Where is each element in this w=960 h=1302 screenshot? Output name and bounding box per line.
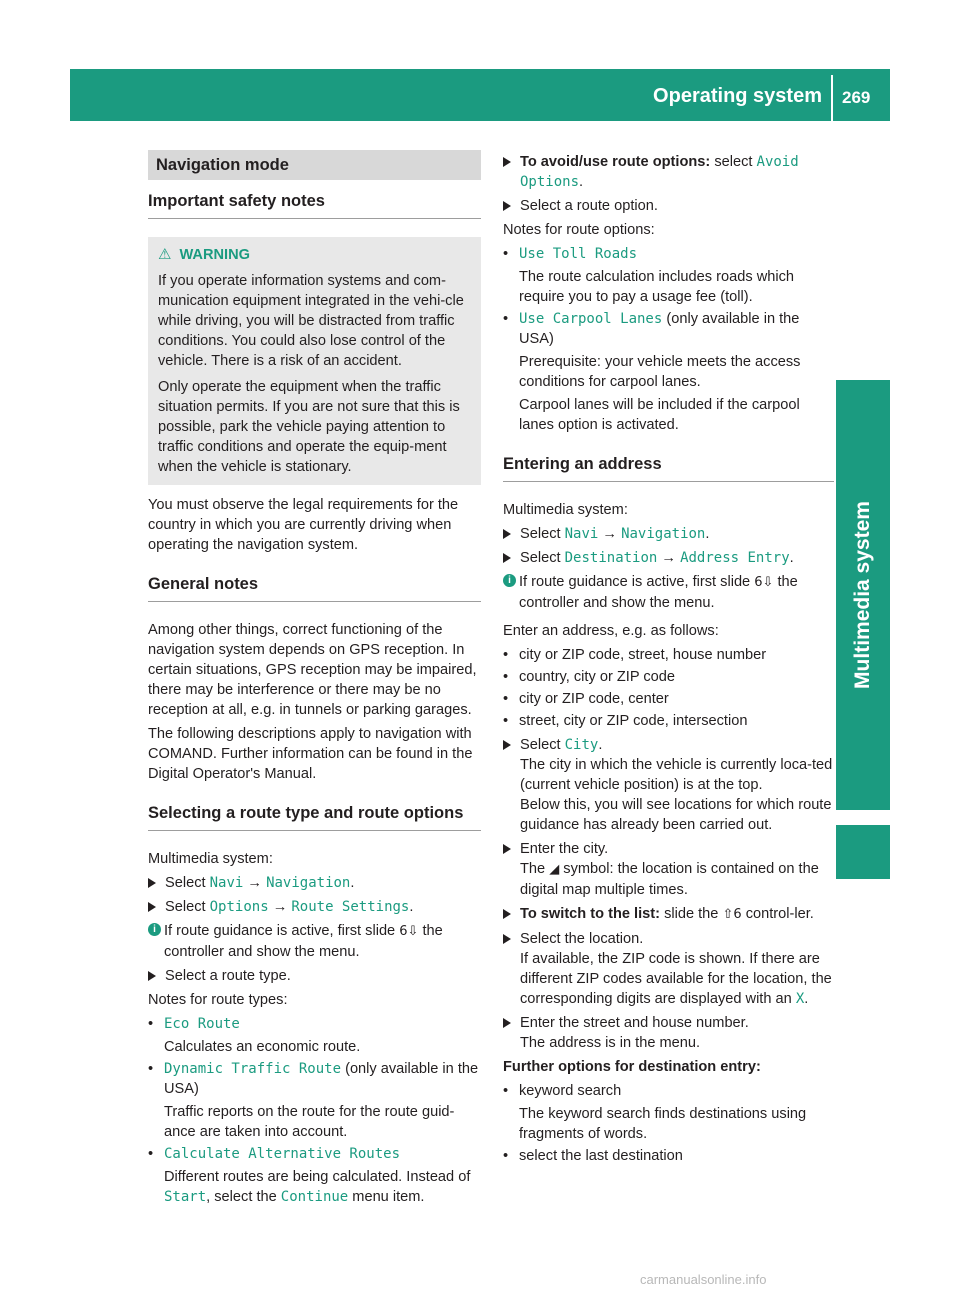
instruction-step: Enter the street and house number. The address is in the menu. [503,1013,834,1053]
notes-label: Notes for route options: [503,222,655,238]
menu-item-destination: Destination [564,550,658,566]
step-arrow-icon [503,740,511,750]
step-arrow-icon [503,529,511,539]
warning-paragraph: If you operate information systems and com-munication equipment integrated in the vehi-cle while driving, you will be distracted from traffic conditions. You could also lose control of the vehicle. There is a risk of an accident. [158,273,464,369]
header-divider [831,75,833,121]
instruction-step: Select a route option. [503,196,834,216]
step-arrow-icon [503,909,511,919]
option-calculate-alternative-routes: Calculate Alternative Routes [164,1146,401,1162]
step-arrow-icon [503,201,511,211]
address-heading: Entering an address [503,453,834,482]
warning-box [148,237,481,485]
warning-title [158,245,473,265]
instruction-step: Select Options → Route Settings. [148,897,481,917]
general-paragraph: The following descriptions apply to navigation with COMAND. Further information can be found in the Digital Operator's Manual. [148,726,473,782]
list-item: • country, city or ZIP code [503,669,675,685]
left-column [148,150,481,1209]
menu-item-continue: Continue [280,1189,349,1205]
option-dynamic-traffic-route: Dynamic Traffic Route [164,1061,342,1077]
menu-item-navi: Navi [564,526,599,542]
controller-symbol: ⇧6 [722,907,742,922]
instruction-step: To switch to the list: slide the ⇧6 control-ler. [503,904,834,925]
option-use-carpool-lanes: Use Carpool Lanes [519,311,663,327]
page-number: 269 [842,88,871,107]
safety-heading: Important safety notes [148,190,481,219]
warning-triangle-icon: ⚠ [158,246,172,263]
instruction-step: Enter the city. The ◢ symbol: the location is contained on the digital map multiple times. [503,839,834,900]
side-tab-label: Multimedia system [851,501,874,689]
info-note: i If route guidance is active, first slide 6⇩ the controller and show the menu. [148,921,481,962]
menu-item-city: City [564,737,599,753]
list-item: • city or ZIP code, street, house number [503,647,767,663]
legal-text: You must observe the legal requirements for the country in which you are currently driving when operating the navigation system. [148,497,459,553]
list-item: • Dynamic Traffic Route (only available in the USA) Traffic reports on the route for the route guid-ance are taken into account. [148,1061,479,1140]
list-item: • Use Toll Roads The route calculation includes roads which require you to pay a usage fee (toll). [503,246,795,305]
menu-item-x: X [795,991,805,1007]
menu-item-options: Options [209,899,269,915]
list-item: • city or ZIP code, center [503,691,669,707]
info-icon: i [503,574,516,587]
enter-address-label: Enter an address, e.g. as follows: [503,623,719,639]
multimedia-label: Multimedia system: [148,851,273,867]
step-arrow-icon [148,971,156,981]
step-arrow-icon [503,1018,511,1028]
instruction-step: Select a route type. [148,966,481,986]
further-options-heading: Further options for destination entry: [503,1059,761,1075]
footer-watermark: carmanualsonline.info [640,1272,767,1287]
instruction-step: Select Navi → Navigation. [148,873,481,893]
step-arrow-icon [148,902,156,912]
option-eco-route: Eco Route [164,1016,240,1032]
section-heading: Navigation mode [148,150,481,180]
notes-label: Notes for route types: [148,992,288,1008]
warning-paragraph: Only operate the equipment when the traffic situation permits. If you are not sure that this is possible, park the vehicle paying attention to traffic conditions and operate the equip-ment when the vehicle is stationary. [158,379,460,475]
list-item: • Use Carpool Lanes (only available in the USA) Prerequisite: your vehicle meets the access conditions for carpool lanes. Carpool lanes will be included if the carpool lanes option is activated. [503,311,801,433]
general-heading: General notes [148,573,481,602]
instruction-step: Select City. The city in which the vehicle is currently loca-ted (current vehicle position) is at the top. Below this, you will see locations for which route guidance has already been carried out. [503,735,834,835]
step-arrow-icon [503,934,511,944]
route-heading: Selecting a route type and route options [148,802,481,831]
instruction-step: Select Navi → Navigation. [503,524,834,544]
step-arrow-icon [148,878,156,888]
list-item: • Eco Route Calculates an economic route. [148,1016,361,1055]
multiple-locations-symbol-icon: ◢ [549,862,560,877]
controller-symbol: 6⇩ [754,575,774,590]
multimedia-label: Multimedia system: [503,502,628,518]
menu-item-avoid-options: Avoid Options [520,154,799,190]
menu-item-navigation: Navigation [266,875,351,891]
step-arrow-icon [503,553,511,563]
list-item: • Calculate Alternative Routes Different routes are being calculated. Instead of Start, select the Continue menu item. [148,1146,471,1205]
step-arrow-icon [503,844,511,854]
menu-item-navi: Navi [209,875,244,891]
page-header-title: Operating system [653,85,822,107]
side-square-marker [836,825,890,879]
info-icon: i [148,923,161,936]
option-use-toll-roads: Use Toll Roads [519,246,638,262]
right-column [503,150,834,1168]
list-item: • keyword search The keyword search finds destinations using fragments of words. [503,1083,807,1142]
warning-label: WARNING [179,247,250,263]
instruction-step: Select Destination → Address Entry. [503,548,834,568]
instruction-step: To avoid/use route options: select Avoid Options. [503,152,834,192]
general-paragraph: Among other things, correct functioning of the navigation system depends on GPS reception. In certain situations, GPS reception may be impaired, there may be interference or there may be no reception at all, e.g. in tunnels or parking garages. [148,622,477,718]
menu-item-route-settings: Route Settings [291,899,410,915]
list-item: • select the last destination [503,1148,683,1164]
list-item: • street, city or ZIP code, intersection [503,713,748,729]
instruction-step: Select the location. If available, the ZIP code is shown. If there are different ZIP codes available for the location, the corresponding digits are displayed with an X. [503,929,834,1009]
menu-item-address-entry: Address Entry [680,550,790,566]
menu-item-navigation: Navigation [621,526,706,542]
step-arrow-icon [503,157,511,167]
info-note: i If route guidance is active, first slide 6⇩ the controller and show the menu. [503,572,834,613]
controller-symbol: 6⇩ [399,924,419,939]
menu-item-start: Start [164,1189,207,1205]
